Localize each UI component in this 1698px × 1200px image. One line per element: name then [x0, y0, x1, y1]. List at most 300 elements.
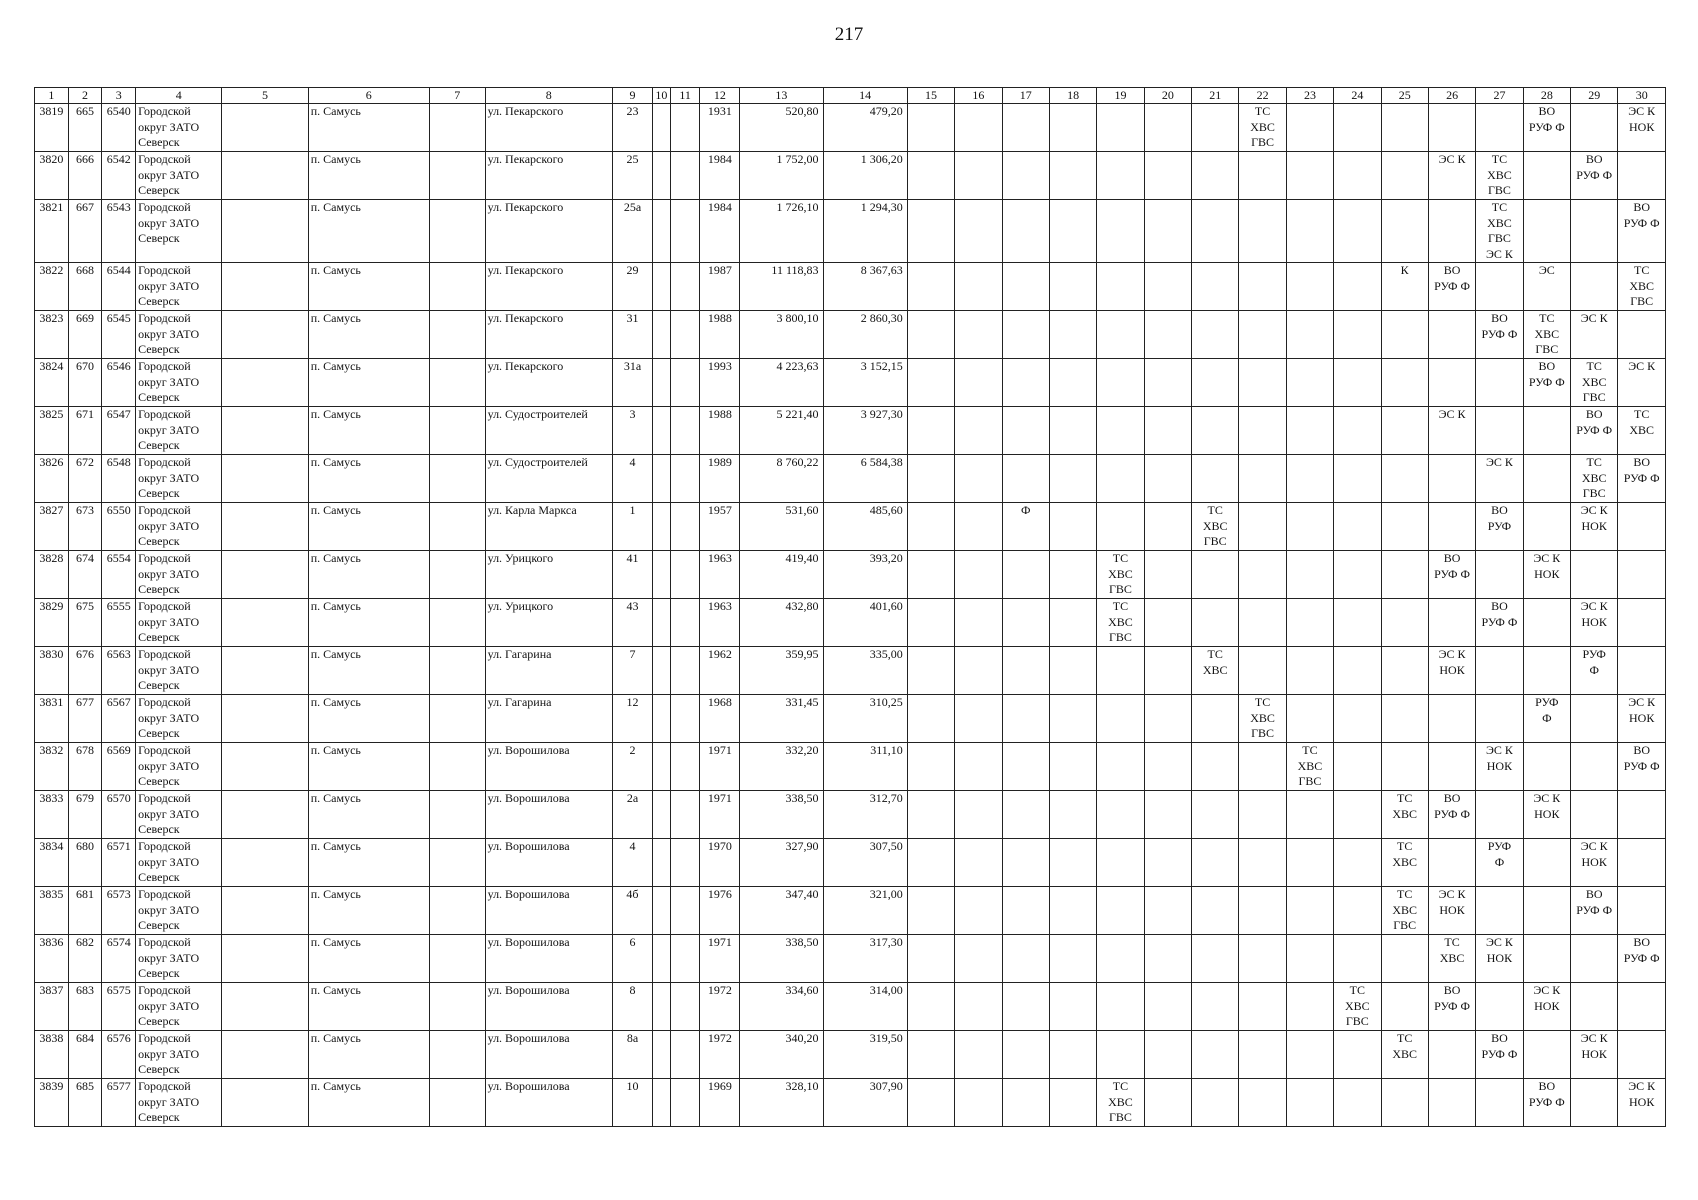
empty-cell: [1002, 935, 1049, 983]
empty-cell: [1618, 551, 1666, 599]
empty-cell: [670, 455, 699, 503]
work-type-cell: ЭС К НОК: [1523, 983, 1570, 1031]
house-number: 10: [612, 1079, 652, 1127]
empty-cell: [1286, 599, 1333, 647]
empty-cell: [907, 935, 954, 983]
construction-year: 1931: [700, 104, 740, 152]
empty-cell: [1286, 887, 1333, 935]
empty-cell: [907, 599, 954, 647]
work-type-cell: ТС ХВС ГВС ЭС К: [1476, 200, 1523, 263]
empty-cell: [1097, 791, 1144, 839]
column-header: 1: [35, 88, 69, 104]
empty-cell: [1381, 599, 1428, 647]
house-number: 3: [612, 407, 652, 455]
empty-cell: [1571, 935, 1618, 983]
empty-cell: [429, 263, 485, 311]
empty-cell: [670, 887, 699, 935]
construction-year: 1988: [700, 311, 740, 359]
street: ул. Гагарина: [485, 695, 612, 743]
house-number: 4: [612, 455, 652, 503]
empty-cell: [1144, 200, 1191, 263]
work-type-cell: ЭС К НОК: [1571, 599, 1618, 647]
empty-cell: [652, 104, 670, 152]
empty-cell: [907, 647, 954, 695]
empty-cell: [955, 503, 1002, 551]
building-id: 6548: [102, 455, 136, 503]
column-header: 27: [1476, 88, 1523, 104]
empty-cell: [670, 983, 699, 1031]
empty-cell: [1097, 1031, 1144, 1079]
work-type-cell: ЭС К НОК: [1523, 551, 1570, 599]
empty-cell: [1097, 311, 1144, 359]
street: ул. Ворошилова: [485, 935, 612, 983]
empty-cell: [1239, 152, 1286, 200]
living-area: 2 860,30: [823, 311, 907, 359]
empty-cell: [1428, 359, 1475, 407]
house-number: 6: [612, 935, 652, 983]
work-type-cell: ВО РУФ Ф: [1571, 152, 1618, 200]
house-number: 4б: [612, 887, 652, 935]
settlement: п. Самусь: [308, 1079, 429, 1127]
empty-cell: [222, 455, 308, 503]
construction-year: 1976: [700, 887, 740, 935]
empty-cell: [1381, 551, 1428, 599]
building-id: 6547: [102, 407, 136, 455]
empty-cell: [670, 359, 699, 407]
empty-cell: [222, 983, 308, 1031]
empty-cell: [1334, 407, 1381, 455]
table-row: [35, 791, 1666, 839]
total-area: 1 752,00: [740, 152, 823, 200]
column-header: 6: [308, 88, 429, 104]
work-type-cell: ВО РУФ Ф: [1618, 743, 1666, 791]
empty-cell: [1334, 647, 1381, 695]
empty-cell: [1002, 407, 1049, 455]
empty-cell: [1049, 695, 1096, 743]
work-type-cell: ТС ХВС ГВС: [1239, 104, 1286, 152]
empty-cell: [955, 791, 1002, 839]
empty-cell: [1049, 935, 1096, 983]
empty-cell: [1428, 503, 1475, 551]
house-number: 8а: [612, 1031, 652, 1079]
record-number: 3825: [35, 407, 69, 455]
column-header: 18: [1049, 88, 1096, 104]
empty-cell: [652, 152, 670, 200]
empty-cell: [955, 455, 1002, 503]
empty-cell: [1428, 200, 1475, 263]
empty-cell: [955, 152, 1002, 200]
empty-cell: [222, 359, 308, 407]
empty-cell: [1192, 935, 1239, 983]
table-row: [35, 455, 1666, 503]
empty-cell: [222, 791, 308, 839]
empty-cell: [1239, 599, 1286, 647]
settlement: п. Самусь: [308, 104, 429, 152]
item-number: 670: [68, 359, 102, 407]
empty-cell: [429, 743, 485, 791]
empty-cell: [1097, 935, 1144, 983]
settlement: п. Самусь: [308, 791, 429, 839]
street: ул. Пекарского: [485, 104, 612, 152]
empty-cell: [1239, 455, 1286, 503]
municipality: Городской округ ЗАТО Северск: [136, 455, 222, 503]
living-area: 479,20: [823, 104, 907, 152]
work-type-cell: ТС ХВС ГВС: [1381, 887, 1428, 935]
empty-cell: [1097, 695, 1144, 743]
work-type-cell: ТС ХВС ГВС: [1476, 152, 1523, 200]
building-id: 6545: [102, 311, 136, 359]
living-area: 1 306,20: [823, 152, 907, 200]
living-area: 393,20: [823, 551, 907, 599]
empty-cell: [1571, 983, 1618, 1031]
empty-cell: [1476, 104, 1523, 152]
record-number: 3829: [35, 599, 69, 647]
empty-cell: [1334, 152, 1381, 200]
building-id: 6574: [102, 935, 136, 983]
living-area: 401,60: [823, 599, 907, 647]
living-area: 314,00: [823, 983, 907, 1031]
total-area: 1 726,10: [740, 200, 823, 263]
empty-cell: [955, 1079, 1002, 1127]
empty-cell: [1428, 695, 1475, 743]
table-body: [35, 104, 1666, 1127]
empty-cell: [907, 311, 954, 359]
empty-cell: [1239, 263, 1286, 311]
empty-cell: [955, 200, 1002, 263]
empty-cell: [1334, 311, 1381, 359]
empty-cell: [955, 935, 1002, 983]
empty-cell: [1618, 791, 1666, 839]
street: ул. Пекарского: [485, 152, 612, 200]
total-area: 11 118,83: [740, 263, 823, 311]
empty-cell: [955, 104, 1002, 152]
empty-cell: [1523, 647, 1570, 695]
empty-cell: [1381, 455, 1428, 503]
living-area: 1 294,30: [823, 200, 907, 263]
empty-cell: [1618, 983, 1666, 1031]
work-type-cell: ЭС К НОК: [1428, 887, 1475, 935]
empty-cell: [1334, 551, 1381, 599]
work-type-cell: ТС ХВС ГВС: [1334, 983, 1381, 1031]
empty-cell: [1571, 263, 1618, 311]
empty-cell: [1049, 104, 1096, 152]
record-number: 3823: [35, 311, 69, 359]
empty-cell: [1097, 455, 1144, 503]
column-header: 21: [1192, 88, 1239, 104]
empty-cell: [429, 311, 485, 359]
house-number: 31а: [612, 359, 652, 407]
empty-cell: [1381, 407, 1428, 455]
settlement: п. Самусь: [308, 887, 429, 935]
table-row: [35, 695, 1666, 743]
column-header: 23: [1286, 88, 1333, 104]
empty-cell: [1049, 839, 1096, 887]
living-area: 321,00: [823, 887, 907, 935]
record-number: 3839: [35, 1079, 69, 1127]
empty-cell: [1192, 104, 1239, 152]
empty-cell: [1192, 791, 1239, 839]
empty-cell: [652, 263, 670, 311]
empty-cell: [1049, 599, 1096, 647]
empty-cell: [429, 359, 485, 407]
empty-cell: [1002, 551, 1049, 599]
empty-cell: [670, 311, 699, 359]
building-id: 6570: [102, 791, 136, 839]
table-row: [35, 551, 1666, 599]
work-type-cell: ТС ХВС: [1381, 791, 1428, 839]
municipality: Городской округ ЗАТО Северск: [136, 935, 222, 983]
empty-cell: [955, 311, 1002, 359]
settlement: п. Самусь: [308, 455, 429, 503]
work-type-cell: ЭС К НОК: [1618, 1079, 1666, 1127]
construction-year: 1971: [700, 743, 740, 791]
street: ул. Пекарского: [485, 359, 612, 407]
settlement: п. Самусь: [308, 200, 429, 263]
empty-cell: [1571, 104, 1618, 152]
empty-cell: [1428, 839, 1475, 887]
street: ул. Ворошилова: [485, 983, 612, 1031]
house-number: 4: [612, 839, 652, 887]
item-number: 681: [68, 887, 102, 935]
empty-cell: [1523, 152, 1570, 200]
work-type-cell: ТС ХВС ГВС: [1571, 455, 1618, 503]
empty-cell: [1049, 311, 1096, 359]
empty-cell: [670, 263, 699, 311]
building-id: 6543: [102, 200, 136, 263]
empty-cell: [1286, 647, 1333, 695]
work-type-cell: ЭС К НОК: [1523, 791, 1570, 839]
column-header: 10: [652, 88, 670, 104]
construction-year: 1963: [700, 599, 740, 647]
construction-year: 1970: [700, 839, 740, 887]
building-id: 6571: [102, 839, 136, 887]
empty-cell: [222, 311, 308, 359]
construction-year: 1971: [700, 791, 740, 839]
construction-year: 1963: [700, 551, 740, 599]
work-type-cell: ЭС К: [1428, 407, 1475, 455]
work-type-cell: ТС ХВС ГВС: [1286, 743, 1333, 791]
empty-cell: [1476, 1079, 1523, 1127]
empty-cell: [222, 152, 308, 200]
street: ул. Ворошилова: [485, 887, 612, 935]
empty-cell: [1144, 887, 1191, 935]
table-row: [35, 1079, 1666, 1127]
empty-cell: [1286, 791, 1333, 839]
empty-cell: [652, 983, 670, 1031]
empty-cell: [670, 599, 699, 647]
building-id: 6546: [102, 359, 136, 407]
empty-cell: [1049, 152, 1096, 200]
empty-cell: [429, 503, 485, 551]
living-area: 6 584,38: [823, 455, 907, 503]
house-number: 2: [612, 743, 652, 791]
empty-cell: [1097, 983, 1144, 1031]
house-number: 31: [612, 311, 652, 359]
empty-cell: [1476, 551, 1523, 599]
work-type-cell: ЭС К: [1476, 455, 1523, 503]
record-number: 3824: [35, 359, 69, 407]
empty-cell: [907, 551, 954, 599]
empty-cell: [1192, 983, 1239, 1031]
empty-cell: [670, 104, 699, 152]
empty-cell: [1428, 599, 1475, 647]
empty-cell: [1571, 791, 1618, 839]
empty-cell: [955, 1031, 1002, 1079]
empty-cell: [1523, 599, 1570, 647]
table-row: [35, 152, 1666, 200]
building-id: 6575: [102, 983, 136, 1031]
table-row: [35, 407, 1666, 455]
record-number: 3828: [35, 551, 69, 599]
work-type-cell: ТС ХВС ГВС: [1523, 311, 1570, 359]
living-area: 485,60: [823, 503, 907, 551]
empty-cell: [1192, 839, 1239, 887]
column-header: 28: [1523, 88, 1570, 104]
record-number: 3819: [35, 104, 69, 152]
street: ул. Ворошилова: [485, 791, 612, 839]
empty-cell: [1002, 152, 1049, 200]
empty-cell: [1097, 647, 1144, 695]
settlement: п. Самусь: [308, 263, 429, 311]
empty-cell: [429, 599, 485, 647]
empty-cell: [652, 359, 670, 407]
street: ул. Ворошилова: [485, 1079, 612, 1127]
empty-cell: [670, 695, 699, 743]
work-type-cell: ЭС К НОК: [1428, 647, 1475, 695]
empty-cell: [222, 200, 308, 263]
construction-year: 1972: [700, 1031, 740, 1079]
record-number: 3834: [35, 839, 69, 887]
empty-cell: [1334, 599, 1381, 647]
street: ул. Ворошилова: [485, 839, 612, 887]
table-row: [35, 839, 1666, 887]
empty-cell: [1286, 1031, 1333, 1079]
empty-cell: [1428, 743, 1475, 791]
table-row: [35, 1031, 1666, 1079]
empty-cell: [1049, 1079, 1096, 1127]
empty-cell: [1239, 1079, 1286, 1127]
empty-cell: [1381, 104, 1428, 152]
item-number: 675: [68, 599, 102, 647]
empty-cell: [907, 263, 954, 311]
work-type-cell: ТС ХВС: [1381, 839, 1428, 887]
empty-cell: [1144, 983, 1191, 1031]
empty-cell: [670, 1031, 699, 1079]
empty-cell: [1286, 200, 1333, 263]
empty-cell: [1286, 983, 1333, 1031]
empty-cell: [1618, 599, 1666, 647]
work-type-cell: РУФ Ф: [1571, 647, 1618, 695]
empty-cell: [222, 935, 308, 983]
record-number: 3827: [35, 503, 69, 551]
building-id: 6567: [102, 695, 136, 743]
empty-cell: [670, 935, 699, 983]
empty-cell: [1049, 551, 1096, 599]
empty-cell: [1381, 152, 1428, 200]
living-area: 3 152,15: [823, 359, 907, 407]
empty-cell: [1049, 887, 1096, 935]
work-type-cell: ВО РУФ: [1476, 503, 1523, 551]
empty-cell: [1192, 599, 1239, 647]
work-type-cell: ВО РУФ Ф: [1428, 263, 1475, 311]
house-number: 41: [612, 551, 652, 599]
work-type-cell: ЭС К НОК: [1476, 743, 1523, 791]
table-row: [35, 311, 1666, 359]
empty-cell: [1523, 407, 1570, 455]
empty-cell: [1239, 839, 1286, 887]
column-header: 24: [1334, 88, 1381, 104]
work-type-cell: ТС ХВС: [1381, 1031, 1428, 1079]
table-row: [35, 200, 1666, 263]
column-header: 12: [700, 88, 740, 104]
total-area: 347,40: [740, 887, 823, 935]
empty-cell: [955, 359, 1002, 407]
living-area: 317,30: [823, 935, 907, 983]
empty-cell: [1049, 359, 1096, 407]
empty-cell: [1002, 1031, 1049, 1079]
empty-cell: [222, 599, 308, 647]
empty-cell: [429, 935, 485, 983]
empty-cell: [1381, 1079, 1428, 1127]
work-type-cell: ВО РУФ Ф: [1618, 200, 1666, 263]
empty-cell: [1002, 455, 1049, 503]
item-number: 684: [68, 1031, 102, 1079]
empty-cell: [1002, 311, 1049, 359]
empty-cell: [222, 263, 308, 311]
empty-cell: [955, 551, 1002, 599]
municipality: Городской округ ЗАТО Северск: [136, 839, 222, 887]
empty-cell: [1049, 503, 1096, 551]
empty-cell: [670, 551, 699, 599]
empty-cell: [1286, 311, 1333, 359]
empty-cell: [1049, 743, 1096, 791]
column-header: 9: [612, 88, 652, 104]
municipality: Городской округ ЗАТО Северск: [136, 311, 222, 359]
column-header: 30: [1618, 88, 1666, 104]
empty-cell: [1049, 407, 1096, 455]
settlement: п. Самусь: [308, 359, 429, 407]
empty-cell: [670, 647, 699, 695]
empty-cell: [652, 695, 670, 743]
work-type-cell: К: [1381, 263, 1428, 311]
work-type-cell: ТС ХВС ГВС: [1097, 551, 1144, 599]
work-type-cell: ЭС: [1523, 263, 1570, 311]
empty-cell: [1239, 311, 1286, 359]
empty-cell: [907, 359, 954, 407]
total-area: 520,80: [740, 104, 823, 152]
empty-cell: [652, 551, 670, 599]
empty-cell: [955, 839, 1002, 887]
empty-cell: [1618, 503, 1666, 551]
empty-cell: [1192, 887, 1239, 935]
street: ул. Пекарского: [485, 200, 612, 263]
settlement: п. Самусь: [308, 695, 429, 743]
column-header: 14: [823, 88, 907, 104]
empty-cell: [1097, 104, 1144, 152]
settlement: п. Самусь: [308, 311, 429, 359]
table-row: [35, 503, 1666, 551]
house-number: 8: [612, 983, 652, 1031]
empty-cell: [1286, 503, 1333, 551]
empty-cell: [1144, 551, 1191, 599]
work-type-cell: ТС ХВС ГВС: [1571, 359, 1618, 407]
municipality: Городской округ ЗАТО Северск: [136, 647, 222, 695]
empty-cell: [1381, 695, 1428, 743]
record-number: 3831: [35, 695, 69, 743]
empty-cell: [1002, 599, 1049, 647]
work-type-cell: ЭС К НОК: [1476, 935, 1523, 983]
empty-cell: [670, 152, 699, 200]
